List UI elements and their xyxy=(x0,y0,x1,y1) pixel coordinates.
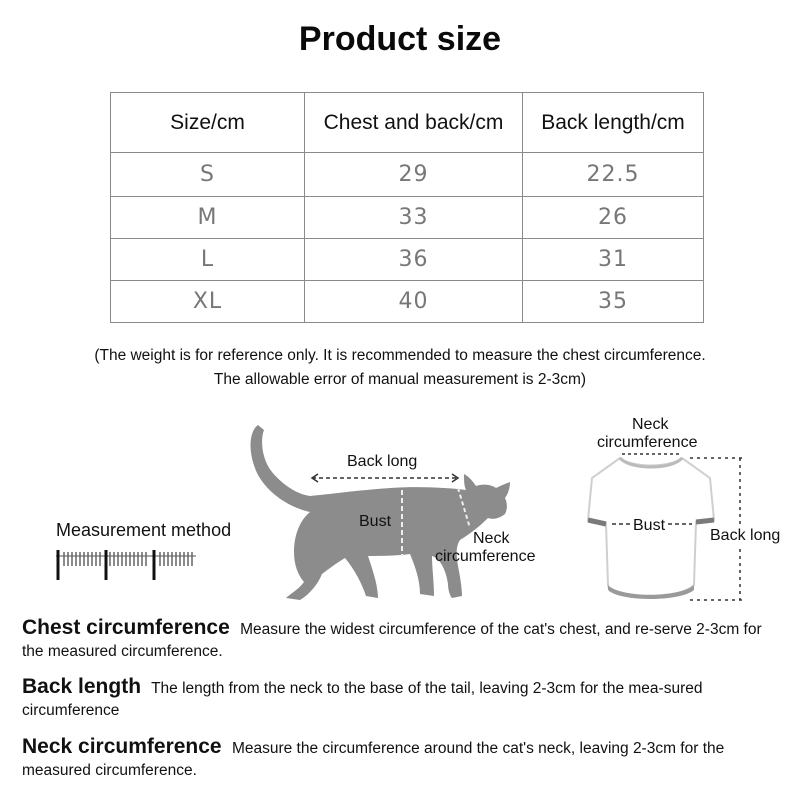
cat-neck-label-line2: circumference xyxy=(435,548,536,565)
chest-circumference-text: Measure the widest circumference of the cat's chest, and re-serve 2-3cm for the measured circumference. xyxy=(22,621,762,660)
header-chest: Chest and back/cm xyxy=(305,93,523,153)
shirt-neck-label-line1: Neck xyxy=(632,416,669,433)
cell-size: M xyxy=(111,197,305,239)
neck-circumference-heading: Neck circumference xyxy=(22,735,222,758)
cell-chest: 29 xyxy=(305,153,523,197)
back-length-description xyxy=(22,676,782,722)
shirt-back-long-label: Back long xyxy=(710,527,781,544)
shirt-neck-label-line2: circumference xyxy=(597,434,698,451)
measurement-method-label: Measurement method xyxy=(56,520,232,540)
neck-circumference-description xyxy=(22,736,782,782)
chest-circumference-heading: Chest circumference xyxy=(22,616,230,639)
note-line-2: The allowable error of manual measurement is 2-3cm) xyxy=(213,371,587,388)
cell-back-length: 22.5 xyxy=(523,153,704,197)
note-line-1: (The weight is for reference only. It is recommended to measure the chest circumference. xyxy=(94,347,706,364)
ruler-icon xyxy=(56,550,196,580)
chest-circumference-description xyxy=(22,617,782,663)
cell-size: S xyxy=(111,153,305,197)
cell-chest: 36 xyxy=(305,239,523,281)
neck-circumference-text: Measure the circumference around the cat's neck, leaving 2-3cm for the measured circumference. xyxy=(22,740,725,779)
cell-chest: 40 xyxy=(305,281,523,323)
cell-size: L xyxy=(111,239,305,281)
cell-back-length: 26 xyxy=(523,197,704,239)
header-back-length: Back length/cm xyxy=(523,93,704,153)
cat-bust-label: Bust xyxy=(359,513,392,530)
cell-chest: 33 xyxy=(305,197,523,239)
cat-neck-label-line1: Neck xyxy=(473,530,510,547)
header-size: Size/cm xyxy=(111,93,305,153)
cell-size: XL xyxy=(111,281,305,323)
cell-back-length: 35 xyxy=(523,281,704,323)
shirt-bust-label: Bust xyxy=(633,517,666,534)
cat-back-long-label: Back long xyxy=(347,453,418,470)
cell-back-length: 31 xyxy=(523,239,704,281)
back-length-heading: Back length xyxy=(22,675,142,698)
back-length-text: The length from the neck to the base of the tail, leaving 2-3cm for the mea-sured circumference xyxy=(22,680,703,719)
page-title: Product size xyxy=(298,20,502,58)
